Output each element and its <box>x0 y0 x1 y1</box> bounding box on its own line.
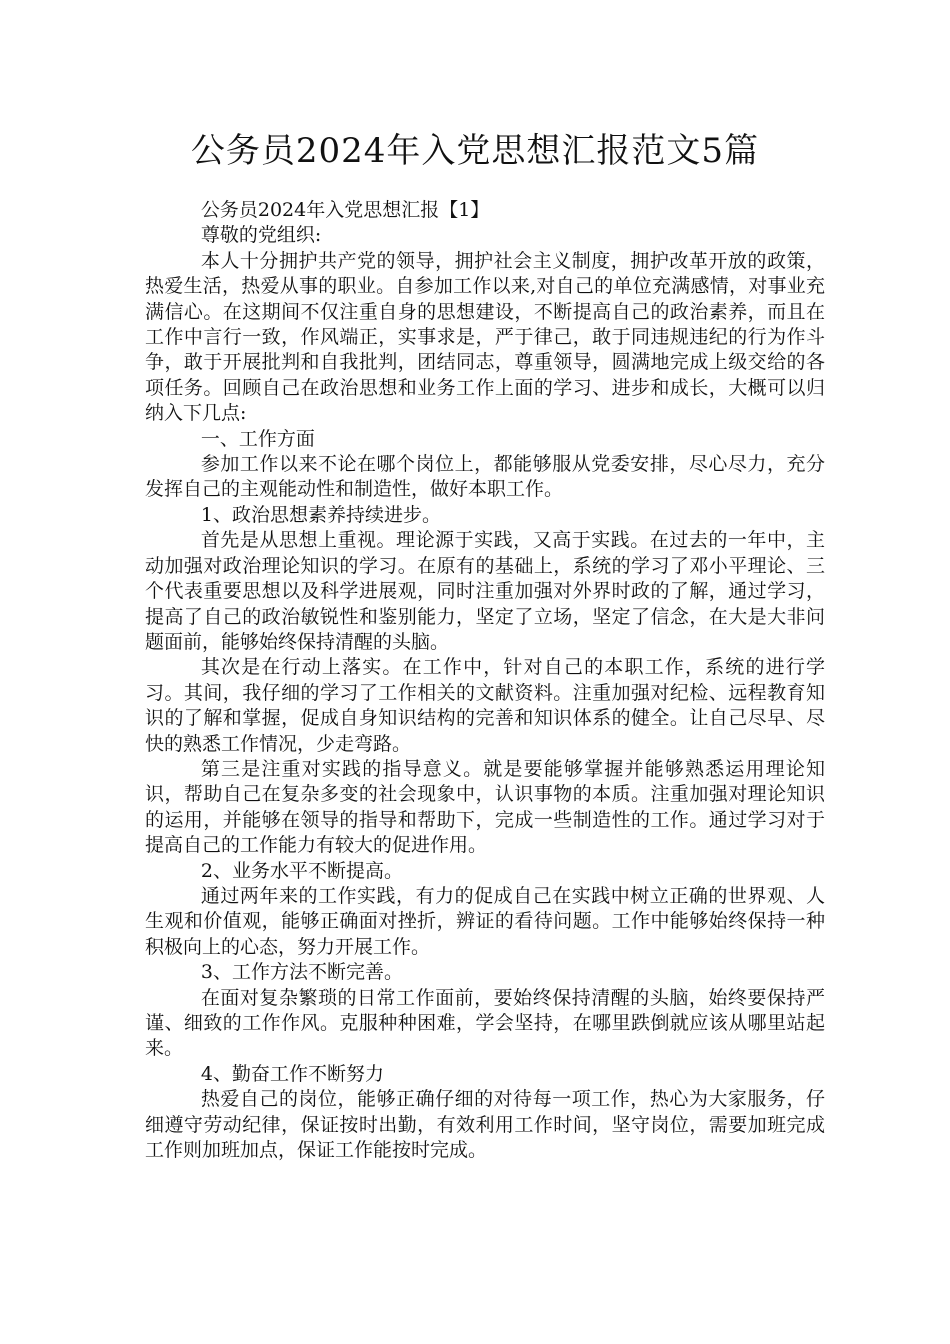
paragraph-diligence: 热爱自己的岗位，能够正确仔细的对待每一项工作，热心为大家服务，仔细遵守劳动纪律，保证按时出勤，有效利用工作时间，坚守岗位，需要加班完成工作则加班加点，保证工作能按时完成。 <box>145 1088 825 1162</box>
subheading-business-level: 2、业务水平不断提高。 <box>200 859 403 882</box>
paragraph-work-overview: 参加工作以来不论在哪个岗位上，都能够服从党委安排，尽心尽力，充分发挥自己的主观能动性和制造性，做好本职工作。 <box>145 453 825 501</box>
paragraph-political-first: 首先是从思想上重视。理论源于实践，又高于实践。在过去的一年中，主动加强对政治理论知识的学习。在原有的基础上，系统的学习了邓小平理论、三个代表重要思想以及科学进展观，同时注重加强对外界时政的了解，通过学习，提高了自己的政治敏锐性和鉴别能力，坚定了立场，坚定了信念，在大是大非问题面前，能够始终保持清醒的头脑。 <box>145 529 825 653</box>
paragraph-report-heading: 公务员2024年入党思想汇报【1】 <box>200 199 490 221</box>
section-heading-work: 一、工作方面 <box>200 427 315 450</box>
document-title: 公务员2024年入党思想汇报范文5篇 <box>190 131 760 171</box>
paragraph-introduction: 本人十分拥护共产党的领导，拥护社会主义制度，拥护改革开放的政策，热爱生活，热爱从事的职业。自参加工作以来,对自己的单位充满感情，对事业充满信心。在这期间不仅注重自身的思想建设，不断提高自己的政治素养，而且在工作中言行一致，作风端正，实事求是，严于律己，敢于同违规违纪的行为作斗争，敢于开展批判和自我批判，团结同志，尊重领导，圆满地完成上级交给的各项任务。回顾自己在政治思想和业务工作上面的学习、进步和成长，大概可以归纳入下几点: <box>145 249 825 425</box>
paragraph-salutation: 尊敬的党组织: <box>200 224 322 247</box>
paragraph-work-method: 在面对复杂繁琐的日常工作面前，要始终保持清醒的头脑，始终要保持严谨、细致的工作作风。克服种种困难，学会坚持，在哪里跌倒就应该从哪里站起来。 <box>145 986 825 1060</box>
paragraph-political-third: 第三是注重对实践的指导意义。就是要能够掌握并能够熟悉运用理论知识，帮助自己在复杂多变的社会现象中，认识事物的本质。注重加强对理论知识的运用，并能够在领导的指导和帮助下，完成一些制造性的工作。通过学习对于提高自己的工作能力有较大的促进作用。 <box>145 757 825 857</box>
subheading-political-quality: 1、政治思想素养持续进步。 <box>200 503 441 526</box>
paragraph-business-level: 通过两年来的工作实践，有力的促成自己在实践中树立正确的世界观、人生观和价值观，能够正确面对挫折，辨证的看待问题。工作中能够始终保持一种积极向上的心态，努力开展工作。 <box>145 884 825 958</box>
subheading-work-method: 3、工作方法不断完善。 <box>200 961 403 984</box>
document-body <box>145 198 825 1163</box>
paragraph-political-second: 其次是在行动上落实。在工作中，针对自己的本职工作，系统的进行学习。其间，我仔细的学习了工作相关的文献资料。注重加强对纪检、远程教育知识的了解和掌握，促成自身知识结构的完善和知识体系的健全。让自己尽早、尽快的熟悉工作情况，少走弯路。 <box>145 656 825 755</box>
subheading-diligence: 4、勤奋工作不断努力 <box>200 1062 384 1085</box>
